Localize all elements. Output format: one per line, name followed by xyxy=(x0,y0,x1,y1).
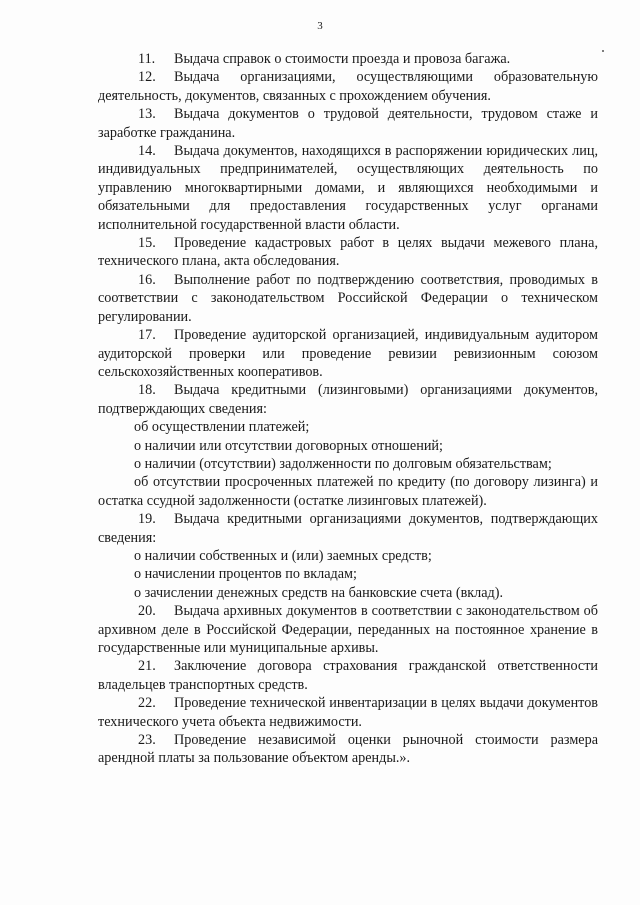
item-text: Выдача справок о стоимости проезда и провоза багажа. xyxy=(174,51,511,67)
list-item xyxy=(98,271,598,326)
list-item xyxy=(98,50,598,68)
list-item xyxy=(98,105,598,142)
item-number: 14. xyxy=(138,143,156,160)
page-number: 3 xyxy=(317,20,323,32)
item-number: 22. xyxy=(138,695,156,712)
list-item xyxy=(98,657,598,694)
list-item xyxy=(98,142,598,234)
list-item xyxy=(98,602,598,657)
item-number: 18. xyxy=(138,382,156,399)
sub-item: об осуществлении платежей; xyxy=(134,419,310,436)
list-item xyxy=(98,731,598,768)
list-item xyxy=(98,234,598,271)
item-number: 16. xyxy=(138,271,156,288)
sub-item: о наличии собственных и (или) заемных средств; xyxy=(134,547,432,564)
scan-speck xyxy=(602,50,604,52)
document-body xyxy=(98,50,598,768)
item-text: Выполнение работ по подтверждению соответствия, проводимых в соответствии с законодательством Российской Федерации о техническом регулировании. xyxy=(98,271,598,325)
sub-item: о наличии или отсутствии договорных отношений; xyxy=(134,437,443,454)
sub-item: о наличии (отсутствии) задолженности по долговым обязательствам; xyxy=(134,455,552,472)
item-number: 20. xyxy=(138,603,156,620)
item-text: Выдача документов, находящихся в распоряжении юридических лиц, индивидуальных предпринимателей, осуществляющих деятельность по управлению многоквартирными домами, и являющихся необходимыми и обязательными для предоставления государственных услуг органами исполнительной государственной власти области. xyxy=(98,143,598,233)
sub-item: о зачислении денежных средств на банковские счета (вклад). xyxy=(134,584,504,601)
item-number: 15. xyxy=(138,235,156,252)
item-text: Проведение независимой оценки рыночной стоимости размера арендной платы за пользование объектом аренды.». xyxy=(98,732,598,767)
sub-item: о начислении процентов по вкладам; xyxy=(134,566,357,583)
item-number: 13. xyxy=(138,106,156,123)
item-text: Выдача кредитными организациями документов, подтверждающих сведения: xyxy=(98,511,598,546)
item-text: Проведение кадастровых работ в целях выдачи межевого плана, технического плана, акта обследования. xyxy=(98,235,598,270)
list-item xyxy=(98,381,598,418)
item-text: Выдача документов о трудовой деятельности, трудовом стаже и заработке гражданина. xyxy=(98,106,598,141)
list-item xyxy=(98,68,598,105)
item-text: Выдача кредитными (лизинговыми) организациями документов, подтверждающих сведения: xyxy=(98,382,598,417)
item-text: Проведение технической инвентаризации в целях выдачи документов технического учета объекта недвижимости. xyxy=(98,695,598,730)
item-number: 17. xyxy=(138,327,156,344)
list-item xyxy=(98,694,598,731)
item-number: 11. xyxy=(138,51,156,67)
sub-item: об отсутствии просроченных платежей по кредиту (по договору лизинга) и остатка ссудной задолженности (остатке лизинговых платежей). xyxy=(98,474,598,509)
item-number: 21. xyxy=(138,658,156,675)
item-number: 23. xyxy=(138,732,156,749)
item-text: Выдача архивных документов в соответствии с законодательством об архивном деле в Российской Федерации, переданных на постоянное хранение в государственные или муниципальные архивы. xyxy=(98,603,598,656)
item-number: 19. xyxy=(138,511,156,528)
list-item xyxy=(98,326,598,381)
item-text: Проведение аудиторской организацией, индивидуальным аудитором аудиторской проверки или проведение ревизии ревизионным союзом сельскохозяйственных кооперативов. xyxy=(98,327,598,380)
item-number: 12. xyxy=(138,69,156,86)
item-text: Выдача организациями, осуществляющими образовательную деятельность, документов, связанных с прохождением обучения. xyxy=(98,69,598,104)
item-text: Заключение договора страхования гражданской ответственности владельцев транспортных средств. xyxy=(98,658,598,693)
list-item xyxy=(98,510,598,547)
